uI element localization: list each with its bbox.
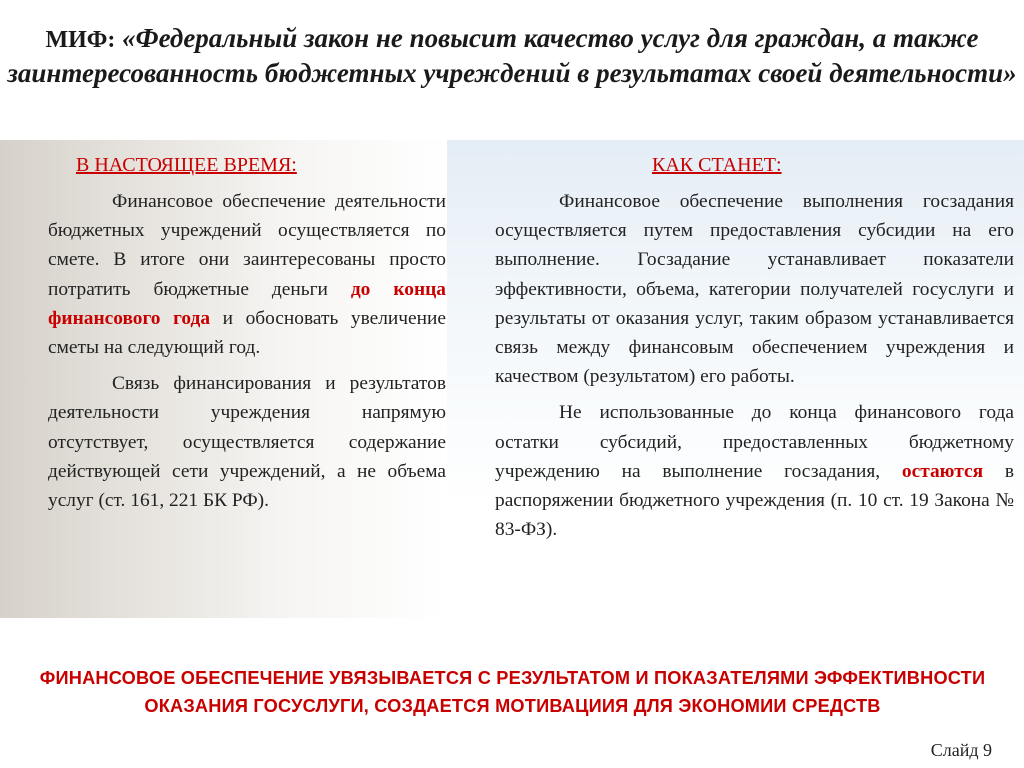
left-p1-text-start: Финансовое обеспечение деятельности бюджетных учреждений осуществляется по смете. В итоге они заинтересованы просто потратить бюджетные деньги (48, 191, 446, 300)
conclusion-text: ФИНАНСОВОЕ ОБЕСПЕЧЕНИЕ УВЯЗЫВАЕТСЯ С РЕЗУЛЬТАТОМ И ПОКАЗАТЕЛЯМИ ЭФФЕКТИВНОСТИ ОКАЗАНИЯ ГОСУСЛУГИ, СОЗДАЕТСЯ МОТИВАЦИИЯ ДЛЯ ЭКОНОМИИ СРЕДСТВ (39, 668, 986, 716)
left-column-heading: В НАСТОЯЩЕЕ ВРЕМЯ: (76, 154, 297, 176)
right-p2-highlight: остаются (901, 460, 984, 482)
myth-quote: «Федеральный закон не повысит качество услуг для граждан, а также заинтересованность бюджетных учреждений в результатах своей деятельности» (7, 23, 1017, 88)
right-p2-text-end: в распоряжении бюджетного учреждения (п. 10 ст. 19 Закона № 83-ФЗ). (495, 460, 1014, 541)
right-column-text (495, 187, 1014, 551)
left-p1-highlight: до конца финансового года (48, 278, 446, 329)
myth-label: МИФ: (45, 27, 116, 53)
left-paragraph-1 (48, 187, 446, 362)
left-p1-text-end: и обосновать увеличение сметы на следующий год. (48, 307, 447, 359)
left-paragraph-2: Связь финансирования и результатов деятельности учреждения напрямую отсутствует, осуществляется содержание действующей сети учреждений, а не объема услуг (ст. 161, 221 БК РФ). (48, 373, 446, 512)
slide-title (0, 22, 1024, 90)
left-column-text (48, 187, 446, 522)
slide-number: Слайд 9 (930, 740, 992, 760)
right-paragraph-1: Финансовое обеспечение выполнения госзадания осуществляется путем предоставления субсидии на его выполнение. Госзадание устанавливает показатели эффективности, объема, категории получателей госуслуги и результаты от оказания услуг, таким образом устанавливается связь между финансовым обеспечением учреждения и качеством (результатом) его работы. (495, 191, 1014, 388)
right-column-heading: КАК СТАНЕТ: (652, 154, 782, 176)
right-p2-text-start: Не использованные до конца финансового года остатки субсидий, предоставленных бюджетному учреждению на выполнение госзадания, (495, 402, 1014, 482)
right-paragraph-2 (495, 398, 1014, 544)
